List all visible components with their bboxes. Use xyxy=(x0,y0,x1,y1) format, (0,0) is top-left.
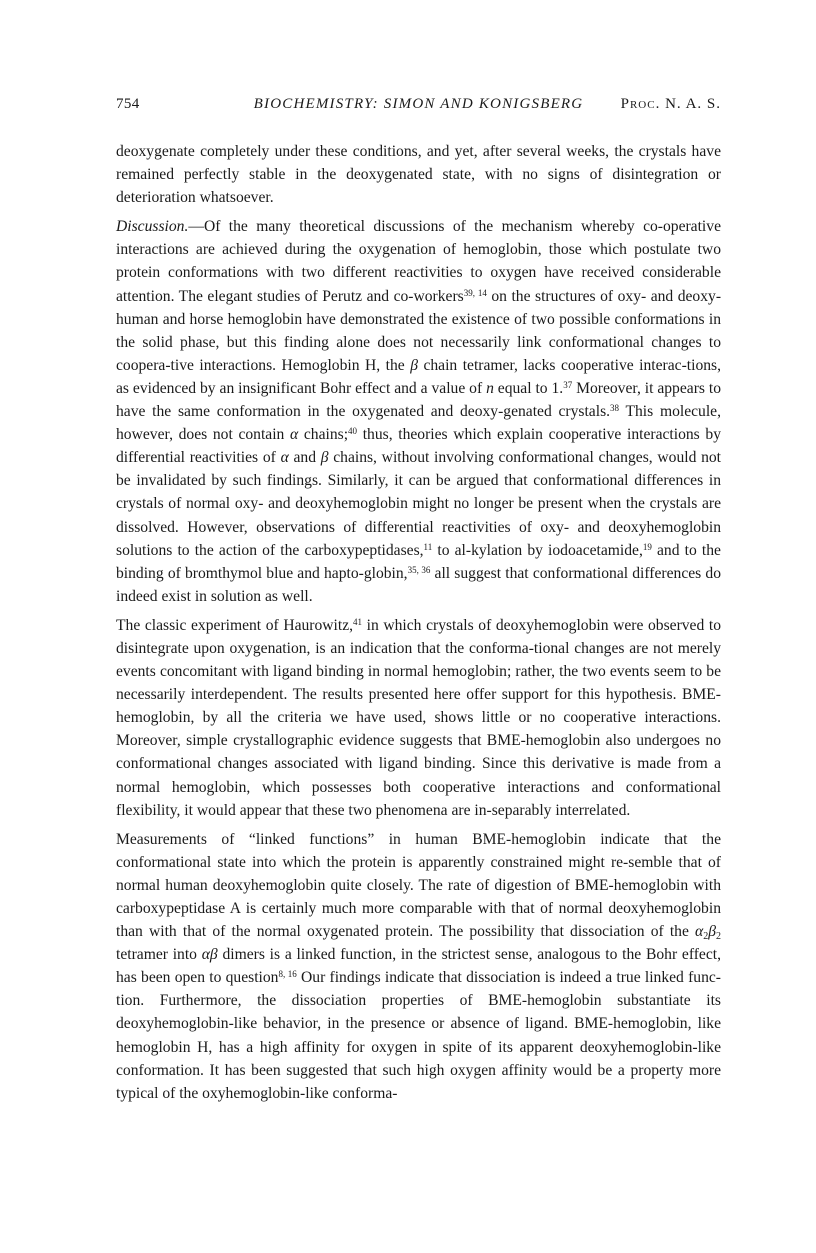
citation: 37 xyxy=(563,379,573,390)
greek-symbol: β xyxy=(410,356,418,374)
greek-symbol: αβ xyxy=(201,946,218,964)
text-run: thus, theories which explain cooperative interactions by differential reactivities of xyxy=(116,426,721,467)
greek-symbol: α xyxy=(695,923,704,941)
greek-symbol: β xyxy=(320,449,329,467)
citation: 38 xyxy=(610,403,620,414)
text-run: tetramer into xyxy=(116,946,202,964)
body-text xyxy=(116,140,721,1105)
greek-symbol: α xyxy=(290,426,299,444)
page-number: 754 xyxy=(116,96,140,112)
paragraph-haurowitz xyxy=(116,614,721,822)
citation: 40 xyxy=(348,426,358,437)
text-run: on the structures of oxy- and deoxy- human and horse hemoglobin have demonstrated the existence of two possible conformations in the solid phase, but this finding alone does not necessarily link conformational changes to coopera-tive interactions. Hemoglobin H, the xyxy=(116,287,722,374)
greek-symbol: α xyxy=(280,449,289,467)
running-header xyxy=(116,96,721,118)
citation: 35, 36 xyxy=(407,564,431,575)
subscript: 2 xyxy=(703,931,709,943)
citation: 19 xyxy=(642,541,652,552)
text-run: and to the binding of bromthymol blue and hapto-globin, xyxy=(116,541,721,582)
page xyxy=(116,96,721,1105)
citation: 39, 14 xyxy=(463,287,487,298)
text-run: Moreover, it appears to have the same conformation in the oxygenated and deoxy-genated crystals. xyxy=(116,379,721,421)
text-run: in which crystals of deoxyhemoglobin were observed to disintegrate upon oxygenation, is an indication that the conforma-tional changes are not merely events concomitant with ligand binding in normal hemoglobin; rather, the two events seem to be necessarily interdependent. The results presented here offer support for this hypothesis. BME-hemoglobin, by all the criteria we have used, shows little or no cooperative interactions. Moreover, simple crystallographic evidence suggests that BME-hemoglobin also undergoes no conformational changes associated with ligand binding. Since this derivative is made from a normal hemoglobin, which possesses both cooperative interactions and conformational flexibility, it would appear that these two phenomena are in-separably interrelated. xyxy=(116,616,722,819)
text-run: Measurements of “linked functions” in human BME-hemoglobin indicate that the conformational state into which the protein is apparently constrained might re-semble that of normal human deoxyhemoglobin quite closely. The rate of digestion of BME-hemoglobin with carboxypeptidase A is certainly much more comparable with that of normal deoxyhemoglobin than with that of the normal oxygenated protein. The possibility that dissociation of the xyxy=(116,830,721,941)
text-run: Our findings indicate that dissociation is indeed a true linked func-tion. Furthermore, the dissociation properties of BME-hemoglobin substantiate its deoxyhemoglobin-like behavior, in the presence or absence of ligand. BME-hemoglobin, like hemoglobin H, has a high affinity for oxygen in spite of its apparent deoxyhemoglobin-like conformation. It has been suggested that such high oxygen affinity would be a property more typical of the oxyhemoglobin-like conforma- xyxy=(116,969,721,1102)
citation: 11 xyxy=(423,541,433,552)
citation: 8, 16 xyxy=(278,969,297,980)
text-run: all suggest that conformational differences do indeed exist in solution as well. xyxy=(116,564,721,605)
text-run: equal to 1. xyxy=(493,379,564,397)
paragraph-linked-functions xyxy=(116,828,721,1105)
text-run: to al-kylation by iodoacetamide, xyxy=(432,541,643,559)
text-run: —Of the many theoretical discussions of the mechanism whereby co-operative interactions are achieved during the oxygenation of hemoglobin, those which postulate two protein conformations with two different reactivities to oxygen have received considerable attention. The elegant studies of Perutz and co-workers xyxy=(116,218,721,305)
variable: n xyxy=(486,379,494,397)
text-run: and xyxy=(288,449,321,467)
text-run: chains, without involving conformational changes, would not be invalidated by such findings. Similarly, it can be argued that conformational differences in crystals of normal oxy- and deoxyhemoglobin might no longer be present when the crystals are dissolved. However, observations of differential reactivities of oxy- and deoxyhemoglobin solutions to the action of the carboxypeptidases, xyxy=(116,449,722,559)
paragraph-continued xyxy=(116,140,721,209)
text-run: chain tetramer, lacks cooperative interac-tions, as evidenced by an insignificant Bohr effect and a value of xyxy=(116,356,721,397)
citation: 41 xyxy=(353,616,363,627)
text-run: This molecule, however, does not contain xyxy=(116,403,721,444)
text-run: chains; xyxy=(298,426,349,444)
subscript: 2 xyxy=(716,931,721,943)
text-run: dimers is a linked function, in the strictest sense, analogous to the Bohr effect, has been open to question xyxy=(116,946,722,987)
running-title: BIOCHEMISTRY: SIMON AND KONIGSBERG xyxy=(253,96,584,112)
text-run: The classic experiment of Haurowitz, xyxy=(116,616,354,634)
greek-symbol: β xyxy=(708,923,716,941)
journal-name: Proc. N. A. S. xyxy=(620,96,721,112)
paragraph-discussion xyxy=(116,215,721,608)
paragraph-text: deoxygenate completely under these conditions, and yet, after several weeks, the crystals have remained perfectly stable in the deoxygenated state, with no signs of disintegration or deterioration whatsoever. xyxy=(116,143,721,207)
section-heading: Discussion. xyxy=(116,218,189,236)
